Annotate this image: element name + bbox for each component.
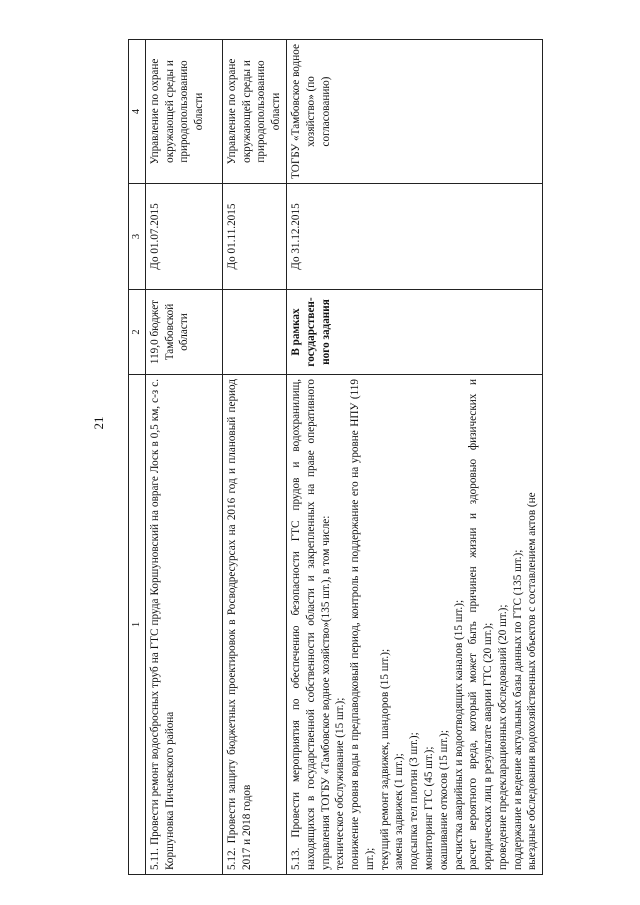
sub-item: окашивание откосов (15 шт.); — [437, 730, 450, 870]
measure-cell: 5.12. Провести защиту бюджетных проектировок в Росводресурсах на 2016 год и плановый период 2017 и 2018 годов — [222, 375, 286, 875]
rotated-table-container — [128, 40, 542, 875]
funding-cell — [222, 290, 286, 375]
funding-cell: В рамках государствен-ного задания — [286, 290, 542, 375]
measures-table — [128, 39, 543, 875]
measure-cell: 5.11. Провести ремонт водосбросных труб на ГТС пруда Коршуновский на овраге Лоск в 0,5 км, с-з с. Коршуновка Пичаевского района — [145, 375, 222, 875]
sub-item: расчистка аварийных и водоотводящих каналов (15 шт.); — [452, 599, 465, 870]
column-header-3: 3 — [129, 184, 146, 290]
responsible-cell: Управление по охране окружающей среды и природопользованию области — [222, 40, 286, 184]
sub-item: мониторинг ГТС (45 шт.); — [423, 746, 436, 870]
sub-item: поддержание и ведение актуальных базы данных по ГТС (135 шт.); — [511, 549, 524, 870]
page-number: 21 — [91, 416, 106, 430]
funding-cell: 119,0 бюджет Тамбовской области — [145, 290, 222, 375]
sub-item: текущий ремонт задвижек, шандоров (15 шт.); — [378, 648, 391, 870]
column-header-2: 2 — [129, 290, 146, 375]
sub-item: проведение предекларационных обследований (20 шт.); — [496, 604, 509, 870]
deadline-cell: До 31.12.2015 — [286, 184, 542, 290]
deadline-cell: До 01.07.2015 — [145, 184, 222, 290]
table-header-row — [129, 40, 146, 875]
measure-intro: 5.13. Провести мероприятия по обеспечению безопасности ГТС прудов и водохранилищ, находящихся в государственной собственности области и закрепленных на праве оперативного управления ТОГБУ «Тамбовское водное хозяйство»(135 шт.), в том числе: — [289, 379, 332, 870]
table-row — [145, 40, 222, 875]
table-row — [286, 40, 542, 875]
column-header-4: 4 — [129, 40, 146, 184]
sub-item: понижение уровня воды в предпаводковый период, контроль и поддержание его на уровне НПУ (119 шт.); — [349, 379, 376, 870]
sub-item: расчет вероятного вреда, который может быть причинен жизни и здоровью физических и юридических лиц в результате аварии ГТС (20 шт.); — [467, 379, 495, 870]
sub-item: техническое обслуживание (15 шт.); — [334, 697, 347, 870]
sub-item: замена задвижек (1 шт.); — [393, 753, 406, 870]
deadline-cell: До 01.11.2015 — [222, 184, 286, 290]
measure-cell — [286, 375, 542, 875]
responsible-cell: ТОГБУ «Тамбовское водное хозяйство» (по согласованию) — [286, 40, 542, 184]
responsible-cell: Управление по охране окружающей среды и природопользованию области — [145, 40, 222, 184]
column-header-1: 1 — [129, 375, 146, 875]
sub-item: подсыпка тел плотин (3 шт.); — [408, 732, 421, 870]
table-row — [222, 40, 286, 875]
sub-item: выездные обследования водохозяйственных объектов с составлением актов (не — [526, 492, 539, 870]
